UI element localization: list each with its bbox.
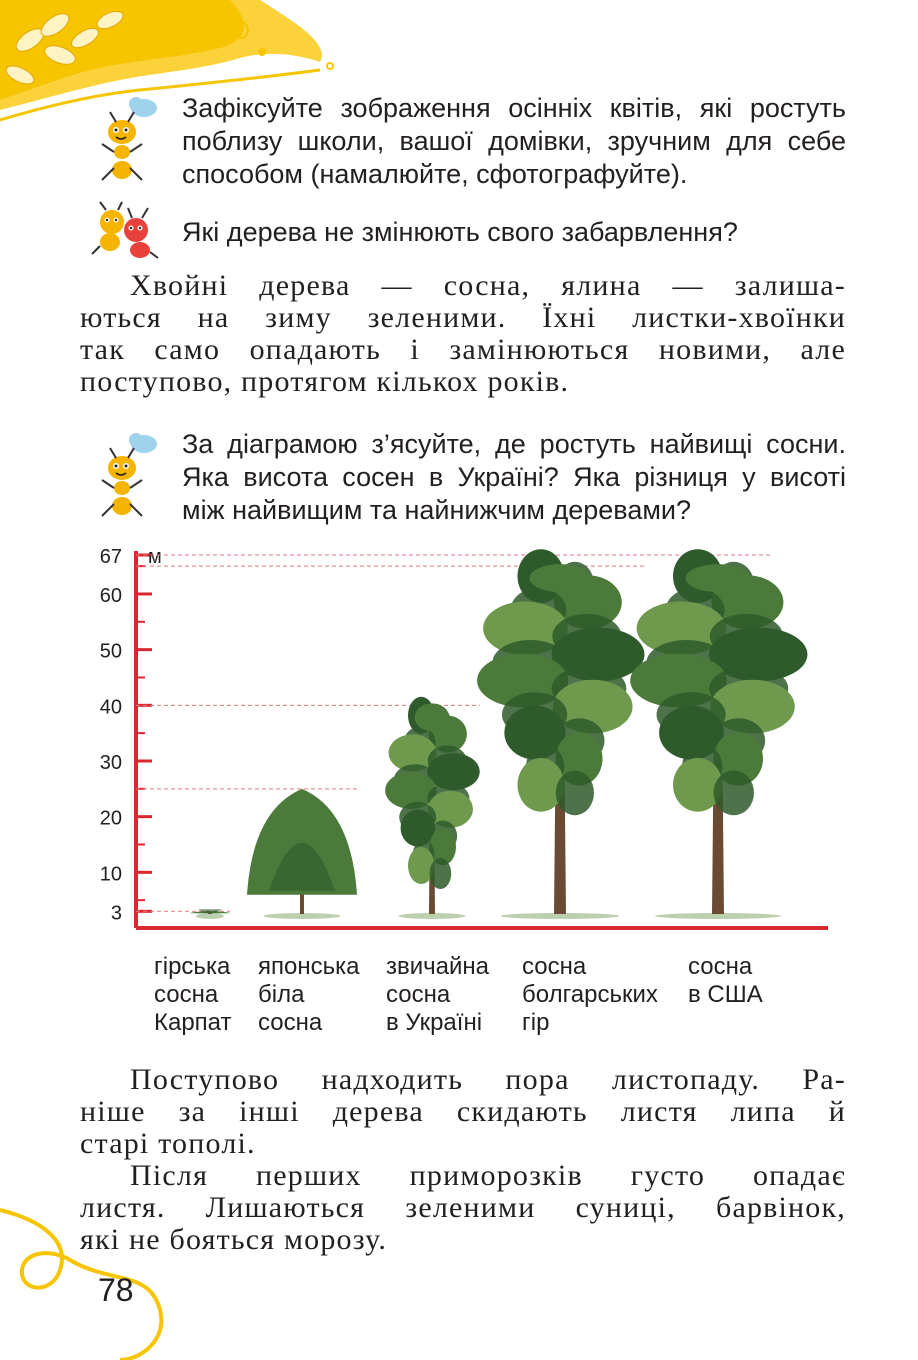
task-line: поблизу школи, вашої домівки, зручним для себе (182, 126, 846, 156)
pine-height-chart (0, 540, 918, 950)
y-tick-label: 50 (99, 640, 122, 663)
paragraph-conifers (80, 270, 846, 398)
category-label: гірська сосна Карпат (154, 953, 232, 1036)
paragraph-line: Хвойні дерева — сосна, ялина — залиша- (130, 269, 846, 302)
pine-height-chart-svg (0, 540, 918, 950)
task-diagram (182, 428, 846, 527)
paragraph-line: старі тополі. (80, 1127, 256, 1160)
y-tick-label: 67 (99, 546, 122, 568)
paragraph-line: поступово, протягом кількох років. (80, 365, 570, 398)
two-ants-question-icon (88, 200, 160, 262)
y-tick-label: 40 (99, 696, 122, 719)
task-line: між найвищим та найнижчим деревами? (182, 495, 691, 525)
question-text: Які дерева не змінюють свого забарвлення? (182, 217, 738, 247)
page-number: 78 (98, 1272, 134, 1308)
y-tick-label: 3 (110, 902, 122, 925)
task-line: Яка висота сосен в Україні? Яка різниця у висоті (182, 462, 846, 492)
task-line: Зафіксуйте зображення осінніх квітів, які ростуть (182, 93, 846, 123)
paragraph-line: Після перших приморозків густо опадає (130, 1159, 846, 1192)
y-tick-label: 10 (99, 863, 122, 886)
category-label: японська біла сосна (258, 953, 360, 1036)
paragraph-line: Поступово надходить пора листопаду. Ра- (130, 1063, 846, 1096)
paragraph-leaf-fall (80, 1064, 846, 1160)
y-unit-label: м (148, 546, 162, 568)
tree-bar-5 (630, 549, 807, 919)
category-label: сосна болгарських гір (522, 953, 658, 1036)
category-label: сосна в США (688, 953, 763, 1008)
y-tick-label: 60 (99, 584, 122, 607)
ant-idea-icon (94, 430, 160, 520)
paragraph-line: які не бояться морозу. (80, 1223, 388, 1256)
tree-bar-2 (247, 789, 357, 919)
ant-idea-icon (94, 94, 160, 184)
paragraph-line: ніше за інші дерева скидають листя липа й (80, 1095, 846, 1128)
category-label: звичайна сосна в Україні (386, 953, 490, 1036)
paragraph-line: ються на зиму зеленими. Їхні листки-хвоїнки (80, 301, 846, 334)
tree-bar-4 (477, 549, 644, 919)
y-tick-label: 30 (99, 751, 122, 774)
question-evergreen (182, 216, 846, 249)
tree-bar-1 (190, 909, 230, 919)
task-line: способом (намалюйте, сфотографуйте). (182, 159, 688, 189)
y-tick-label: 20 (99, 807, 122, 830)
task-line: За діаграмою з’ясуйте, де ростуть найвищі сосни. (182, 429, 846, 459)
paragraph-line: листя. Лишаються зеленими суниці, барвінок, (80, 1191, 846, 1224)
paragraph-line: так само опадають і замінюються новими, але (80, 333, 846, 366)
task-observe-flowers (182, 92, 846, 191)
tree-bar-3 (385, 697, 480, 919)
